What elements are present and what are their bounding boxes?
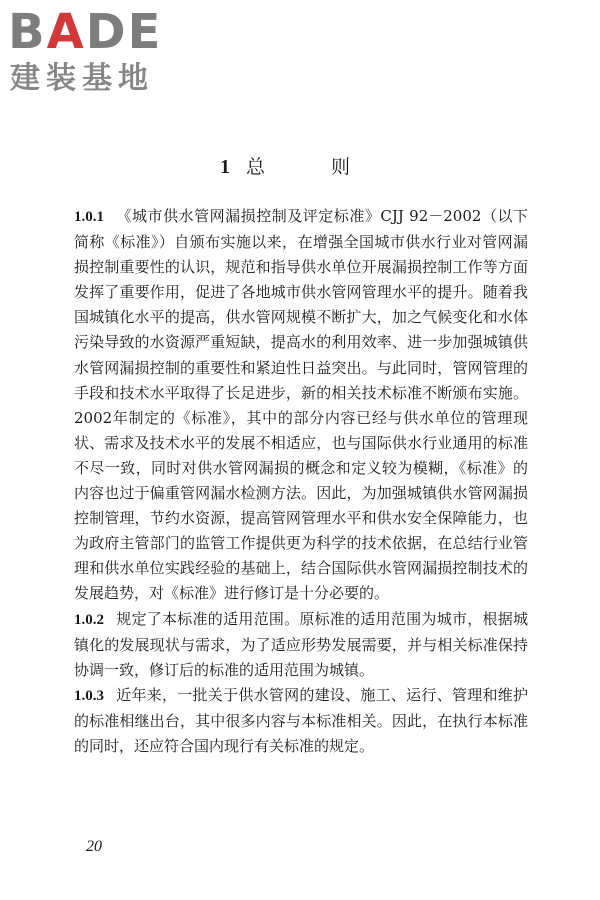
clause-number: 1.0.3 (74, 687, 104, 704)
clause-text: 近年来，一批关于供水管网的建设、施工、运行、管理和维护的标准相继出台，其中很多内容与本标准相关。因此，在执行本标准的同时，还应符合国内现行有关标准的规定。 (74, 685, 528, 755)
watermark-brand (8, 6, 162, 58)
watermark-brand-de: DE (85, 4, 163, 60)
bade-watermark-logo (8, 6, 178, 102)
chapter-number: 1 (219, 156, 232, 178)
clause-text: 规定了本标准的适用范围。原标准的适用范围为城市，根据城镇化的发展现状与需求，为了适应形势发展需要，并与相关标准保持协调一致，修订后的标准的适用范围为城镇。 (74, 609, 528, 679)
body-text (74, 204, 528, 759)
clause-1-0-2 (74, 607, 528, 683)
chapter-title-text: 总 则 (245, 156, 381, 178)
page-number: 20 (86, 838, 102, 855)
clause-1-0-1 (74, 204, 528, 607)
clause-text: 《城市供水管网漏损控制及评定标准》CJJ 92－2002（以下简称《标准》）自颁布实施以来，在增强全国城市供水行业对管网漏损控制重要性的认识，规范和指导供水单位开展漏损控制工作等方面发挥了重要作用，促进了各地城市供水管网管理水平的提升。随着我国城镇化水平的提高，供水管网规模不断扩大，加之气候变化和水体污染导致的水资源严重短缺，提高水的利用效率、进一步加强城镇供水管网漏损控制的重要性和紧迫性日益突出。与此同时，管网管理的手段和技术水平取得了长足进步，新的相关技术标准不断颁布实施。2002年制定的《标准》，其中的部分内容已经与供水单位的管理现状、需求及技术水平的发展不相适应，也与国际供水行业通用的标准不尽一致，同时对供水管网漏损的概念和定义较为模糊，《标准》的内容也过于偏重管网漏水检测方法。因此，为加强城镇供水管网漏损控制管理，节约水资源，提高管网管理水平和供水安全保障能力，也为政府主管部门的监管工作提供更为科学的技术依据，在总结行业管理和供水单位实践经验的基础上，结合国际供水管网漏损控制技术的发展趋势，对《标准》进行修订是十分必要的。 (74, 207, 528, 603)
chapter-title (0, 152, 600, 179)
clause-number: 1.0.1 (74, 209, 104, 225)
watermark-brand-accent: A (46, 4, 86, 60)
watermark-subtitle: 建装基地 (10, 61, 154, 96)
clause-1-0-3 (74, 683, 528, 759)
watermark-brand-b: B (8, 4, 47, 60)
clause-number: 1.0.2 (74, 611, 104, 628)
